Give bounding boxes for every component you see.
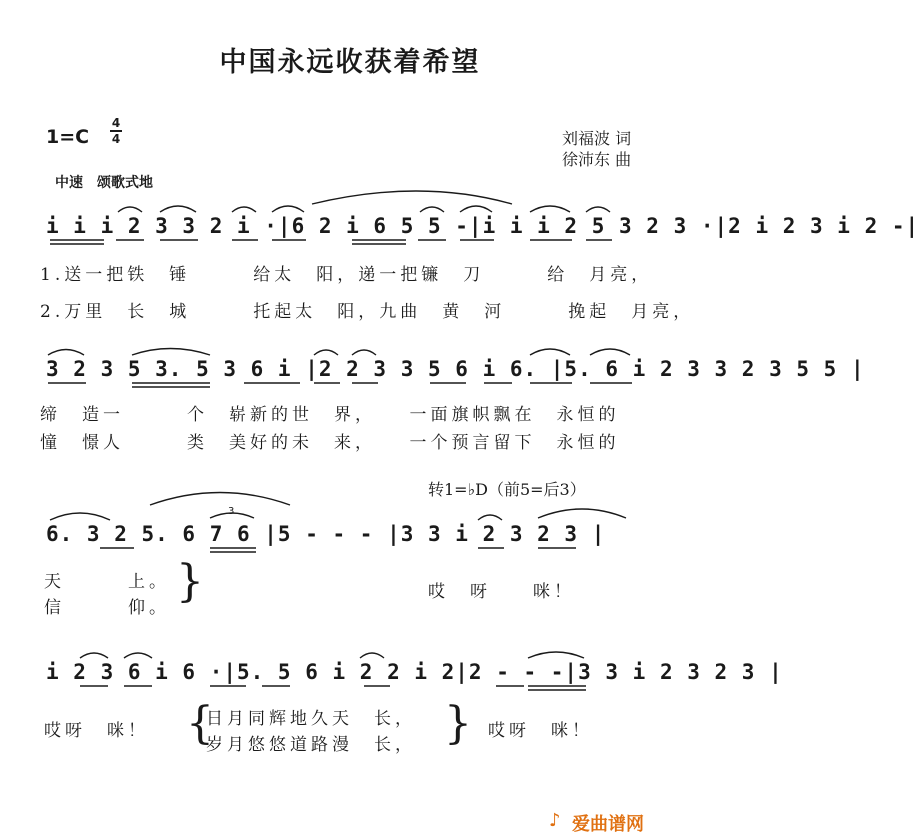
slur-mark xyxy=(538,509,626,518)
time-signature-top: 4 xyxy=(111,116,121,130)
notation-line-1: i i i 2 3 3 2 i ·|6 2 i 6 5 5 -|i i i 2 5 3 2 3 ·|2 i 2 3 i 2 -| xyxy=(46,214,919,238)
lyric-line-3-verse-2: 信 仰。 xyxy=(44,598,170,618)
slur-mark xyxy=(590,349,630,355)
lyric-line-4-intro: 哎呀 咪！ xyxy=(44,721,149,741)
slur-mark xyxy=(478,515,502,520)
key-signature: 1=C xyxy=(46,126,90,148)
watermark: 爱曲谱网 xyxy=(572,814,644,835)
slur-mark xyxy=(460,206,492,212)
slur-mark xyxy=(312,191,512,204)
lyric-line-1-verse-1: 1.送一把铁 锤 给太 阳，递一把镰 刀 给 月亮， xyxy=(40,265,653,285)
slur-mark xyxy=(232,207,256,212)
modulation-marking: 转1=♭D（前5=后3） xyxy=(428,480,586,499)
lyric-line-1-verse-2: 2.万里 长 城 托起太 阳，九曲 黄 河 挽起 月亮， xyxy=(40,302,695,322)
slur-mark xyxy=(124,653,152,658)
slur-mark xyxy=(530,206,570,212)
notation-line-4: i 2 3 6 i 6 ·|5. 5 6 i 2 2 i 2|2 - - -|3 3 i 2 3 2 3 | xyxy=(46,660,783,684)
lyric-line-4-verse-2: 岁月悠悠道路漫 长， xyxy=(206,735,416,755)
slur-mark xyxy=(528,652,584,658)
lyric-brace-open-line-4: { xyxy=(186,698,214,749)
tempo-marking: 中速 颂歌式地 xyxy=(55,175,153,191)
beam-mark xyxy=(48,383,210,387)
slur-mark xyxy=(118,207,142,212)
slur-mark xyxy=(50,513,110,520)
slur-mark xyxy=(160,206,196,212)
slur-mark xyxy=(150,493,290,506)
lyric-line-3-verse-1: 天 上。 xyxy=(44,572,170,592)
beam-mark xyxy=(496,686,586,690)
lyric-line-4-verse-1: 日月同辉地久天 长， xyxy=(206,709,416,729)
lyric-line-2-verse-1: 缔 造一 个 崭新的世 界， 一面旗帜飘在 永恒的 xyxy=(40,405,620,425)
lyric-line-4-outro: 哎呀 咪！ xyxy=(488,721,593,741)
slur-mark xyxy=(420,207,444,212)
score-title: 中国永远收获着希望 xyxy=(219,47,481,78)
slur-mark xyxy=(352,350,376,355)
lyricist-credit: 刘福波 词 xyxy=(562,129,632,148)
beam-mark xyxy=(50,240,104,244)
lyric-brace-line-3: } xyxy=(176,556,204,607)
triplet-marker: 3 xyxy=(228,506,235,517)
slur-mark xyxy=(132,349,210,356)
watermark-icon: ♪ xyxy=(549,810,561,831)
slur-mark xyxy=(530,349,570,355)
notation-line-2: 3 2 3 5 3. 5 3 6 i |2 2 3 3 5 6 i 6. |5. 6 i 2 3 3 2 3 5 5 | xyxy=(46,357,865,381)
slur-mark xyxy=(48,350,84,356)
lyric-brace-close-line-4: } xyxy=(444,698,472,749)
slur-mark xyxy=(360,653,384,658)
beam-mark xyxy=(100,548,256,552)
lyric-line-3-interjection: 哎 呀 咪！ xyxy=(428,582,575,602)
slur-mark xyxy=(314,350,338,355)
notation-line-3: 6. 3 2 5. 6 7 6 |5 - - - |3 3 i 2 3 2 3 | xyxy=(46,522,606,546)
slur-mark xyxy=(272,206,304,212)
beam-mark xyxy=(352,240,406,244)
slur-mark xyxy=(586,207,610,212)
composer-credit: 徐沛东 曲 xyxy=(562,150,632,169)
lyric-line-2-verse-2: 憧 憬人 类 美好的未 来， 一个预言留下 永恒的 xyxy=(40,433,620,453)
time-signature-bottom: 4 xyxy=(111,132,121,146)
slur-mark xyxy=(80,653,108,658)
